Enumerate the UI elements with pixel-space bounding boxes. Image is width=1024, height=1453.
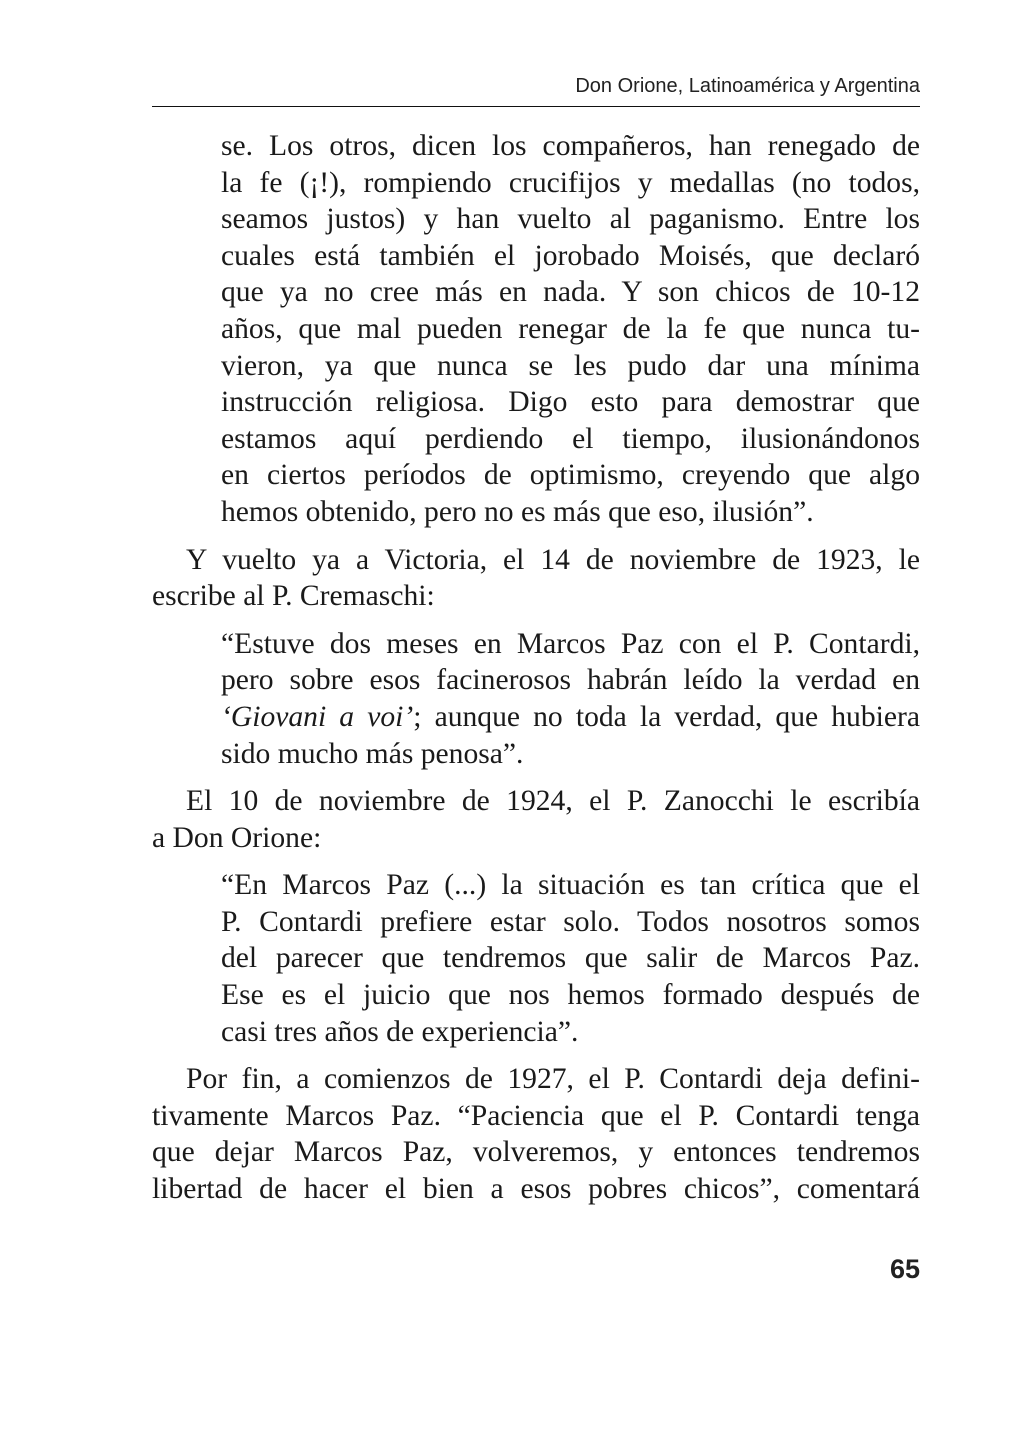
text-fragment: ; aunque no toda la verdad, que hubiera xyxy=(413,700,920,733)
text-line: “Estuve dos meses en Marcos Paz con el P. Contardi, xyxy=(221,627,920,660)
running-header: Don Orione, Latinoamérica y Argentina xyxy=(575,75,920,97)
text-line: pero sobre esos facinerosos habrán leído la verdad en xyxy=(221,664,920,697)
text-line: hemos obtenido, pero no es más que eso, ilusión”. xyxy=(221,495,814,528)
text-line: sido mucho más penosa”. xyxy=(221,737,524,770)
text-line: tivamente Marcos Paz. “Paciencia que el P. Contardi tenga xyxy=(152,1099,920,1132)
text-line: casi tres años de experiencia”. xyxy=(221,1015,579,1048)
text-line: años, que mal pueden renegar de la fe que nunca tu- xyxy=(221,312,920,345)
page-number: 65 xyxy=(889,1254,920,1284)
text-line: la fe (¡!), rompiendo crucifijos y medallas (no todos, xyxy=(221,166,920,199)
text-line: seamos justos) y han vuelto al paganismo. Entre los xyxy=(221,203,920,236)
text-line: en ciertos períodos de optimismo, creyendo que algo xyxy=(221,459,920,492)
text-line: El 10 de noviembre de 1924, el P. Zanocchi le escribía xyxy=(186,785,920,818)
paragraph-gap xyxy=(152,1050,920,1061)
quote-block xyxy=(152,626,920,772)
text-line: P. Contardi prefiere estar solo. Todos nosotros somos xyxy=(221,905,920,938)
paragraph-block xyxy=(152,783,920,856)
text-line: Ese es el juicio que nos hemos formado después de xyxy=(221,979,920,1012)
paragraph-block xyxy=(152,1061,920,1207)
header-rule xyxy=(152,106,920,107)
paragraph-gap xyxy=(152,531,920,542)
italic-title: ‘Giovani a voi’ xyxy=(221,700,414,733)
text-line: escribe al P. Cremaschi: xyxy=(152,580,435,613)
text-line: estamos aquí perdiendo el tiempo, ilusionándonos xyxy=(221,422,920,455)
paragraph-gap xyxy=(152,772,920,783)
text-line: que dejar Marcos Paz, volveremos, y entonces tendremos xyxy=(152,1136,920,1169)
paragraph-gap xyxy=(152,856,920,867)
text-line: se. Los otros, dicen los compañeros, han renegado de xyxy=(221,130,920,162)
text-line: cuales está también el jorobado Moisés, que declaró xyxy=(221,239,920,272)
text-line: “En Marcos Paz (...) la situación es tan crítica que el xyxy=(221,869,920,902)
body-text xyxy=(152,128,920,1208)
paragraph-block xyxy=(152,542,920,615)
paragraph-gap xyxy=(152,615,920,626)
text-line: Y vuelto ya a Victoria, el 14 de noviembre de 1923, le xyxy=(186,543,920,576)
text-line: vieron, ya que nunca se les pudo dar una mínima xyxy=(221,349,920,382)
text-line: libertad de hacer el bien a esos pobres chicos”, comentará xyxy=(152,1173,920,1206)
text-line: instrucción religiosa. Digo esto para demostrar que xyxy=(221,386,920,419)
text-line: del parecer que tendremos que salir de Marcos Paz. xyxy=(221,942,920,975)
text-line: a Don Orione: xyxy=(152,821,322,854)
text-line xyxy=(221,699,920,736)
text-line: Por fin, a comienzos de 1927, el P. Contardi deja defini- xyxy=(186,1063,920,1096)
quote-block xyxy=(152,867,920,1050)
quote-block xyxy=(152,128,920,531)
text-line: que ya no cree más en nada. Y son chicos de 10-12 xyxy=(221,276,920,309)
